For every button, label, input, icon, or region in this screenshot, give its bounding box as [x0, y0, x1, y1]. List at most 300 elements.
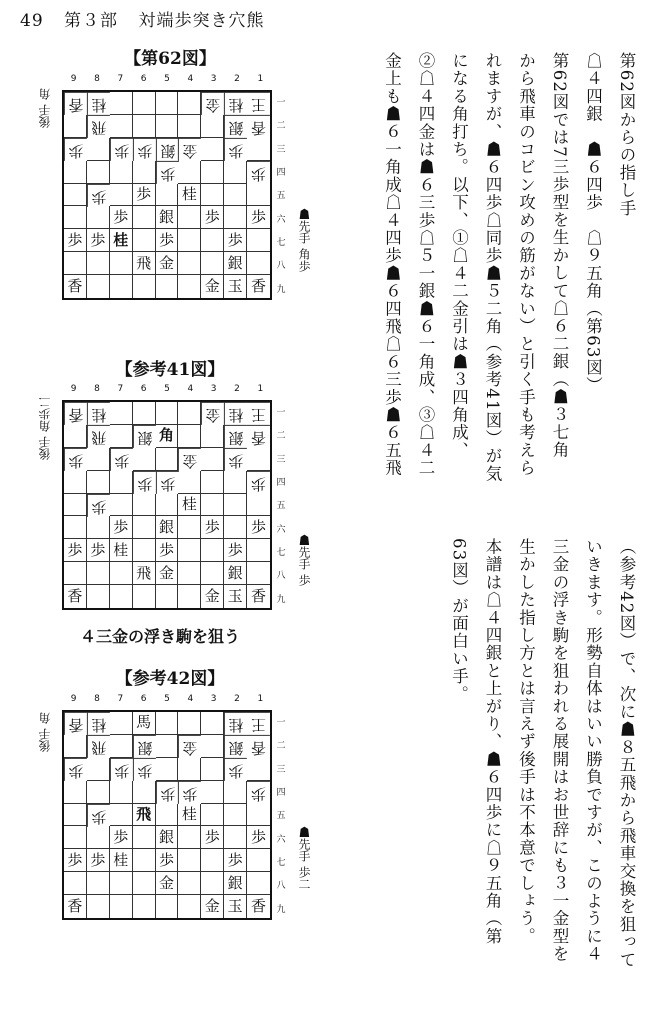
board-square: 歩 — [224, 448, 247, 471]
text-column: ☖４四銀 ☗６四歩 ☖９五角（第63図） — [583, 52, 603, 394]
column-coordinates — [62, 384, 272, 398]
board-square: 金 — [201, 275, 224, 298]
board-square — [64, 425, 87, 448]
board-square: 銀 — [156, 826, 179, 849]
board-square — [133, 275, 156, 298]
board-square — [201, 712, 224, 735]
page-header — [20, 6, 278, 31]
text-column: れますが、☗６四歩☖同歩☗５二角（参考41図）が気 — [483, 52, 502, 483]
sente-hand: ☗先手 歩 — [297, 534, 311, 586]
board-square — [133, 539, 156, 562]
board-square — [64, 804, 87, 827]
text-column: から飛車のコビン攻めの筋がない）と引く手も考えら — [516, 52, 536, 477]
board-square: 香 — [251, 277, 267, 296]
board-square — [201, 849, 224, 872]
board-square — [110, 735, 133, 758]
board-square — [224, 804, 247, 827]
board-square — [110, 92, 133, 115]
board-square: 馬 — [133, 712, 156, 735]
board-square — [87, 758, 110, 781]
board-square: 香 — [64, 585, 87, 608]
board-square: 銀 — [156, 516, 179, 539]
column-coordinates — [62, 694, 272, 708]
text-column: いきます。形勢自体はいい勝負ですが、このように４ — [583, 538, 603, 963]
board-square: 桂 — [224, 92, 247, 115]
board-square: 歩 — [247, 471, 270, 494]
board-square — [247, 448, 270, 471]
diagram-title: 【第62図】 — [124, 49, 216, 69]
board-square: 歩 — [110, 448, 133, 471]
board-square — [156, 92, 179, 115]
row-label: 五 — [276, 501, 286, 512]
board-square: 歩 — [110, 206, 133, 229]
column-label: 3 — [210, 74, 217, 84]
column-label: 8 — [94, 694, 100, 704]
board-square: 桂 — [110, 849, 133, 872]
board-square — [133, 849, 156, 872]
column-label: 7 — [117, 384, 124, 394]
column-coordinates — [62, 74, 272, 88]
text-column: 三金の浮き駒を狙われる展開はお世辞にも３一金型を — [550, 538, 569, 963]
board-square — [87, 206, 110, 229]
board-square — [247, 184, 270, 207]
column-label: 5 — [164, 694, 170, 704]
row-label: 四 — [276, 168, 286, 179]
page-number: 49 — [20, 11, 44, 31]
board-square: 桂 — [110, 539, 133, 562]
board-square: 歩 — [64, 849, 87, 872]
board-square — [224, 516, 247, 539]
board-square: 金 — [178, 735, 201, 758]
board-square: 香 — [64, 712, 87, 735]
board-square — [133, 826, 156, 849]
board-square — [178, 758, 201, 781]
board-square — [247, 849, 270, 872]
board-square — [110, 275, 133, 298]
board-square: 金 — [201, 92, 224, 115]
board-square: 香 — [247, 735, 270, 758]
column-label: 8 — [94, 74, 100, 84]
board-square — [247, 758, 270, 781]
board-square — [178, 585, 201, 608]
board-square — [178, 275, 201, 298]
board-square — [156, 804, 179, 827]
row-label: 一 — [276, 408, 286, 419]
board-square: 歩 — [156, 161, 179, 184]
column-label: 4 — [187, 74, 194, 84]
board-square — [178, 872, 201, 895]
board-square — [87, 138, 110, 161]
board-square: 桂 — [87, 402, 110, 425]
board-square: 歩 — [133, 471, 156, 494]
board-square — [133, 448, 156, 471]
board-square: 角 — [156, 425, 179, 448]
row-label: 四 — [276, 788, 286, 799]
board-square — [201, 138, 224, 161]
board-square: 歩 — [110, 138, 133, 161]
board-square — [224, 161, 247, 184]
board-square — [64, 562, 87, 585]
board-square — [178, 849, 201, 872]
board-square — [201, 804, 224, 827]
row-label: 九 — [276, 904, 286, 915]
board-square — [201, 781, 224, 804]
board-square — [178, 562, 201, 585]
board-square: 歩 — [178, 781, 201, 804]
board-square: 歩 — [224, 758, 247, 781]
board-square — [201, 494, 224, 517]
board-square — [87, 585, 110, 608]
row-coordinates — [274, 90, 288, 300]
board-square — [178, 471, 201, 494]
board-square — [87, 275, 110, 298]
board-square: 桂 — [178, 494, 201, 517]
board-square — [178, 252, 201, 275]
board-square: 桂 — [178, 804, 201, 827]
board-square — [178, 206, 201, 229]
board-square: 桂 — [224, 712, 247, 735]
board-square: 銀 — [224, 425, 247, 448]
shogi-board — [62, 710, 272, 920]
board-square — [64, 516, 87, 539]
row-label: 六 — [276, 524, 286, 535]
board-square: 飛 — [133, 804, 156, 827]
board-square — [247, 229, 270, 252]
text-column: 第62図からの指し手 — [617, 52, 636, 217]
board-square — [201, 161, 224, 184]
board-square — [64, 206, 87, 229]
board-square — [110, 585, 133, 608]
row-coordinates — [274, 400, 288, 610]
board-square — [156, 402, 179, 425]
row-label: 八 — [276, 881, 286, 892]
board-square — [64, 781, 87, 804]
row-label: 七 — [276, 858, 286, 869]
board-square — [201, 872, 224, 895]
board-square — [110, 781, 133, 804]
shogi-board — [62, 400, 272, 610]
commentary-lower — [442, 538, 643, 998]
board-square — [87, 161, 110, 184]
text-column: 金上も☗６一角成☖４四歩☗６四飛☖６三歩☗６五飛 — [382, 52, 402, 477]
board-square — [110, 895, 133, 918]
text-column: 生かした指し方とは言えず後手は不本意でしょう。 — [516, 538, 536, 946]
text-column: 第62図では7三歩型を生かして☖６二銀（☗３七角 — [550, 52, 569, 459]
gote-hand: 後手 角 — [38, 712, 52, 752]
board-square: 香 — [64, 275, 87, 298]
board-square — [224, 184, 247, 207]
board-square — [64, 872, 87, 895]
board-square — [201, 184, 224, 207]
commentary-upper — [375, 52, 643, 522]
board-square — [133, 229, 156, 252]
board-square — [110, 804, 133, 827]
chapter-title: 対端歩突き穴熊 — [138, 11, 265, 31]
board-square — [178, 115, 201, 138]
board-square — [133, 115, 156, 138]
board-square — [64, 494, 87, 517]
text-column: ②☖４四金は☗６三歩☖５一銀☗６一角成、③☖４二 — [416, 52, 435, 477]
board-square: 玉 — [224, 585, 247, 608]
column-label: 7 — [117, 74, 124, 84]
board-square — [178, 539, 201, 562]
board-square: 桂 — [87, 712, 110, 735]
board-square — [87, 516, 110, 539]
board-square: 歩 — [87, 849, 110, 872]
board-square — [201, 229, 224, 252]
shogi-board — [62, 90, 272, 300]
board-square — [156, 448, 179, 471]
board-square: 歩 — [64, 229, 87, 252]
diagram-title: 【参考41図】 — [115, 360, 225, 380]
board-square: 歩 — [247, 826, 270, 849]
board-square — [133, 895, 156, 918]
board-square: 金 — [201, 585, 224, 608]
row-label: 一 — [276, 98, 286, 109]
row-label: 七 — [276, 238, 286, 249]
board-square: 香 — [247, 425, 270, 448]
board-square — [201, 758, 224, 781]
column-label: 2 — [234, 74, 240, 84]
column-label: 5 — [164, 74, 170, 84]
board-square — [156, 585, 179, 608]
board-square: 飛 — [87, 425, 110, 448]
board-square: 金 — [156, 252, 179, 275]
board-square: 歩 — [64, 758, 87, 781]
board-square — [247, 138, 270, 161]
row-label: 六 — [276, 214, 286, 225]
board-square: 歩 — [247, 781, 270, 804]
sente-hand: ☗先手 角歩 — [297, 208, 311, 272]
board-square: 香 — [64, 92, 87, 115]
board-square — [64, 184, 87, 207]
board-square — [87, 826, 110, 849]
board-square: 飛 — [133, 252, 156, 275]
row-label: 三 — [276, 454, 286, 465]
column-label: 4 — [187, 694, 194, 704]
board-square — [178, 895, 201, 918]
board-square: 銀 — [156, 206, 179, 229]
row-label: 五 — [276, 811, 286, 822]
row-label: 八 — [276, 261, 286, 272]
gote-hand: 後手 角 — [38, 88, 52, 128]
board-square: 飛 — [87, 735, 110, 758]
board-square — [133, 402, 156, 425]
board-square: 金 — [156, 562, 179, 585]
board-square: 歩 — [64, 138, 87, 161]
board-square: 歩 — [224, 849, 247, 872]
board-square: 玉 — [224, 895, 247, 918]
board-square — [64, 161, 87, 184]
board-square: 歩 — [247, 206, 270, 229]
board-square: 香 — [64, 402, 87, 425]
row-coordinates — [274, 710, 288, 920]
board-square — [201, 562, 224, 585]
board-square: 玉 — [224, 275, 247, 298]
text-column: 本譜は☖４四銀と上がり、☗６四歩に☖９五角（第 — [483, 538, 502, 946]
board-square: 王 — [247, 92, 270, 115]
row-label: 八 — [276, 571, 286, 582]
board-square: 歩 — [156, 471, 179, 494]
board-square — [133, 92, 156, 115]
board-square — [247, 562, 270, 585]
board-square: 歩 — [110, 758, 133, 781]
text-column: （参考42図）で、次に☗８五飛から飛車交換を狙って — [617, 538, 636, 969]
board-square — [87, 448, 110, 471]
board-square — [64, 826, 87, 849]
board-square — [64, 115, 87, 138]
column-label: 9 — [70, 74, 77, 84]
board-square — [178, 425, 201, 448]
board-square — [64, 735, 87, 758]
board-square: 金 — [156, 872, 179, 895]
board-square: 王 — [247, 402, 270, 425]
board-square — [156, 735, 179, 758]
column-label: 3 — [210, 694, 217, 704]
board-square: 歩 — [224, 229, 247, 252]
board-square — [156, 712, 179, 735]
board-square — [110, 471, 133, 494]
board-square — [224, 471, 247, 494]
board-square: 歩 — [87, 539, 110, 562]
column-label: 8 — [94, 384, 100, 394]
board-square — [110, 712, 133, 735]
board-square: 香 — [251, 587, 267, 606]
board-square — [110, 115, 133, 138]
board-square: 王 — [247, 712, 270, 735]
board-square — [64, 252, 87, 275]
board-square — [110, 184, 133, 207]
row-label: 九 — [276, 594, 286, 605]
diagram-caption: ４三金の浮き駒を狙う — [80, 627, 241, 646]
column-label: 6 — [140, 74, 147, 84]
board-square — [201, 539, 224, 562]
board-square — [247, 252, 270, 275]
board-square: 歩 — [87, 229, 110, 252]
board-square: 飛 — [133, 562, 156, 585]
board-square — [247, 494, 270, 517]
row-label: 三 — [276, 144, 286, 155]
board-square — [133, 585, 156, 608]
column-label: 6 — [140, 384, 147, 394]
board-square — [224, 781, 247, 804]
text-column: になる角打ち。以下、①☖４二金引は☗３四角成、 — [449, 52, 469, 460]
row-label: 二 — [276, 741, 286, 752]
board-square — [178, 402, 201, 425]
board-square — [201, 115, 224, 138]
column-label: 1 — [257, 384, 264, 394]
board-square: 歩 — [201, 206, 224, 229]
board-square — [87, 252, 110, 275]
column-label: 9 — [70, 384, 77, 394]
board-square — [156, 115, 179, 138]
column-label: 5 — [164, 384, 170, 394]
board-square — [156, 895, 179, 918]
board-square: 歩 — [156, 539, 179, 562]
board-square: 飛 — [87, 115, 110, 138]
board-square — [87, 562, 110, 585]
board-square: 金 — [201, 895, 224, 918]
column-label: 2 — [234, 384, 240, 394]
gote-hand: 後手 角歩二 — [38, 396, 52, 460]
board-square: 歩 — [247, 161, 270, 184]
board-square — [247, 539, 270, 562]
board-square — [178, 516, 201, 539]
board-square: 歩 — [247, 516, 270, 539]
board-square — [178, 712, 201, 735]
board-square: 歩 — [224, 539, 247, 562]
board-square: 銀 — [224, 252, 247, 275]
board-square: 桂 — [87, 92, 110, 115]
board-square: 歩 — [156, 849, 179, 872]
board-square: 歩 — [133, 184, 156, 207]
board-square — [133, 161, 156, 184]
row-label: 七 — [276, 548, 286, 559]
board-square: 歩 — [110, 826, 133, 849]
board-square — [87, 872, 110, 895]
board-square — [201, 471, 224, 494]
part-label: 第３部 — [64, 11, 119, 31]
board-square: 桂 — [224, 402, 247, 425]
board-square: 金 — [201, 402, 224, 425]
board-square — [110, 494, 133, 517]
board-square: 銀 — [133, 735, 156, 758]
board-square: 歩 — [133, 138, 156, 161]
sente-hand: ☗先手 歩二 — [297, 826, 311, 890]
board-square — [110, 402, 133, 425]
row-label: 二 — [276, 121, 286, 132]
board-square — [133, 781, 156, 804]
board-square: 銀 — [224, 872, 247, 895]
board-square: 香 — [251, 897, 267, 916]
board-square: 歩 — [87, 494, 110, 517]
board-square — [110, 425, 133, 448]
board-square: 桂 — [178, 184, 201, 207]
board-square — [178, 229, 201, 252]
column-label: 9 — [70, 694, 77, 704]
board-square — [178, 161, 201, 184]
board-square — [201, 252, 224, 275]
row-label: 五 — [276, 191, 286, 202]
board-square: 歩 — [87, 804, 110, 827]
board-square — [87, 781, 110, 804]
board-square: 銀 — [224, 562, 247, 585]
column-label: 6 — [140, 694, 147, 704]
board-square: 銀 — [224, 115, 247, 138]
text-column: 63図）が面白い手。 — [449, 538, 469, 703]
board-square: 歩 — [156, 781, 179, 804]
board-square — [87, 471, 110, 494]
board-square — [156, 758, 179, 781]
row-label: 三 — [276, 764, 286, 775]
board-square: 銀 — [156, 138, 179, 161]
board-square: 香 — [64, 895, 87, 918]
board-square: 歩 — [133, 758, 156, 781]
board-square: 歩 — [110, 516, 133, 539]
board-square — [87, 895, 110, 918]
board-square: 香 — [247, 115, 270, 138]
board-square: 歩 — [201, 516, 224, 539]
board-square — [133, 206, 156, 229]
board-square: 金 — [178, 138, 201, 161]
board-square — [110, 562, 133, 585]
board-square: 銀 — [133, 425, 156, 448]
column-label: 2 — [234, 694, 240, 704]
board-square — [178, 826, 201, 849]
board-square — [201, 448, 224, 471]
board-square — [156, 494, 179, 517]
board-square — [201, 735, 224, 758]
